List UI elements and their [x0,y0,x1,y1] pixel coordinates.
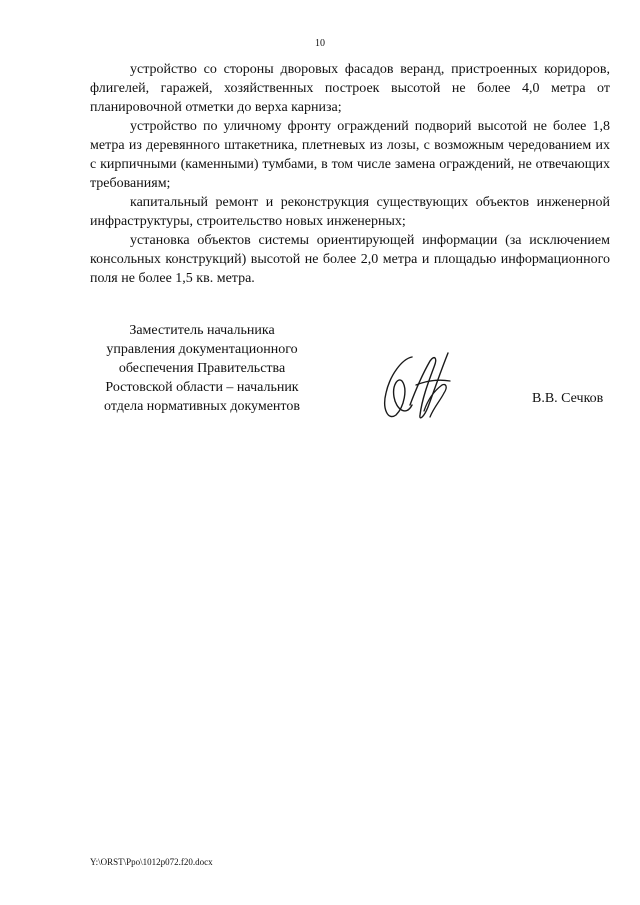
document-body [90,60,610,288]
paragraph-signage: установка объектов системы ориентирующей информации (за исключением консольных конструкций) высотой не более 2,0 метра и площадью информационного поля не более 1,5 кв. метра. [90,233,610,286]
page-number: 10 [315,38,325,49]
signatory-title-line: управления документационного [106,342,298,357]
signatory-title-line: отдела нормативных документов [104,399,300,414]
signatory-title-line: обеспечения Правительства [118,361,286,376]
signatory-title-line: Заместитель начальника [129,323,275,338]
paragraph-fences: устройство по уличному фронту ограждений подворий высотой не более 1,8 метра из деревянного штакетника, плетневых из лозы, с возможным чередованием их с кирпичными (каменными) тумбами, в том числе замена ограждений, не отвечающих требованиям; [90,119,610,191]
signatory-title-line: Ростовской области – начальник [105,380,299,395]
signatory-name: В.В. Сечков [532,391,604,406]
signatory-title [82,321,322,416]
paragraph-infrastructure: капитальный ремонт и реконструкция существующих объектов инженерной инфраструктуры, строительство новых инженерных; [90,195,610,229]
footer-file-path: Y:\ORST\Ppo\1012p072.f20.docx [90,857,213,867]
handwritten-signature [372,345,462,425]
paragraph-verandas: устройство со стороны дворовых фасадов веранд, пристроенных коридоров, флигелей, гаражей, хозяйственных построек высотой не более 4,0 метра от планировочной отметки до верха карниза; [90,62,610,115]
